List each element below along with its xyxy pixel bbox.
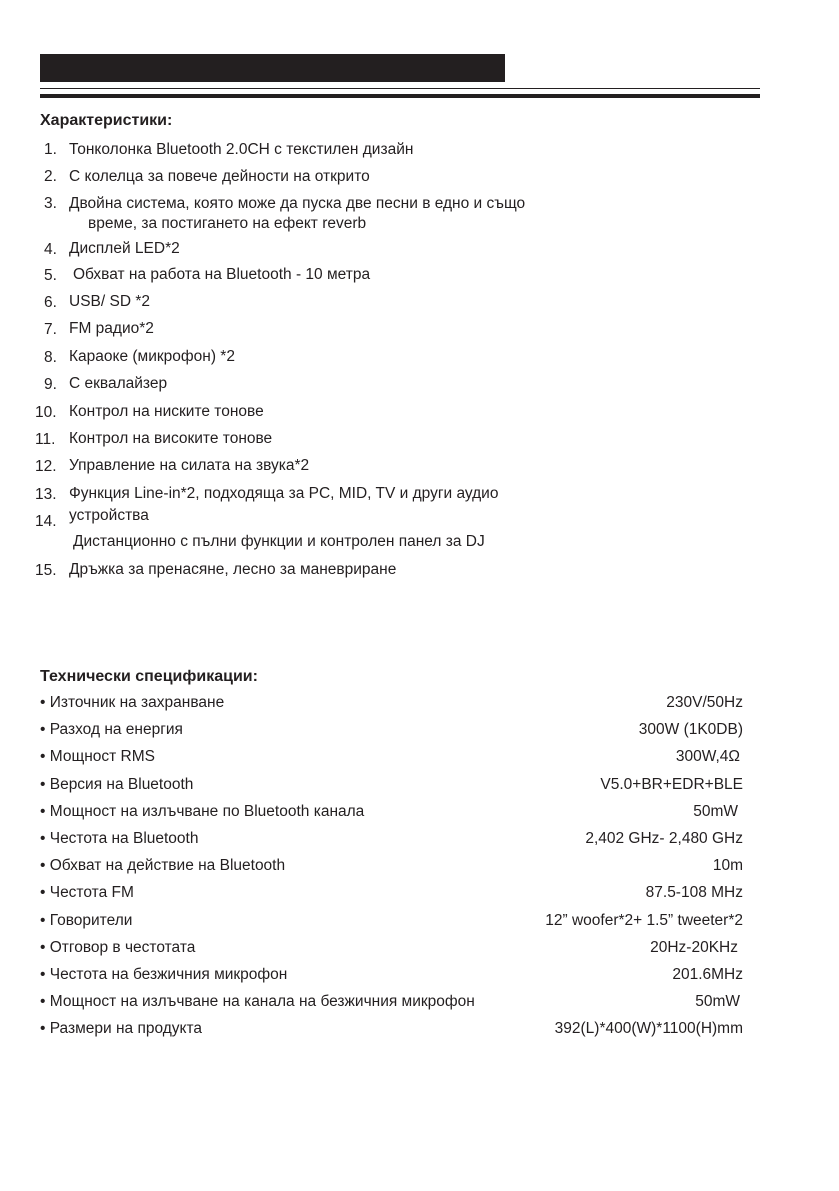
spec-label: • Версия на Bluetooth	[40, 775, 194, 793]
feature-text: Тонколонка Bluetooth 2.0CH с текстилен дизайн	[69, 141, 414, 158]
specs-title: Технически спецификации:	[40, 668, 258, 685]
feature-number: 9.	[44, 376, 57, 393]
spec-label: • Обхват на действие на Bluetooth	[40, 857, 286, 875]
divider-thick	[40, 94, 760, 98]
feature-number: 10.	[35, 404, 57, 421]
spec-value: 230V/50Hz	[666, 694, 743, 711]
feature-text: Дистанционно с пълни функции и контролен панел за DJ	[73, 533, 485, 550]
divider-thin	[40, 88, 760, 89]
feature-number: 13.	[35, 486, 57, 503]
spec-value: 50mW	[695, 993, 740, 1011]
feature-text: USB/ SD *2	[69, 293, 150, 310]
feature-text: Дръжка за пренасяне, лесно за маневриране	[69, 561, 397, 578]
feature-number: 3.	[44, 195, 57, 212]
feature-number: 12.	[35, 458, 57, 475]
spec-label: • Мощност на излъчване по Bluetooth канала	[40, 802, 365, 820]
feature-text: Управление на силата на звука*2	[69, 457, 310, 474]
spec-value: 12” woofer*2+ 1.5” tweeter*2	[545, 911, 743, 929]
feature-number: 7.	[44, 321, 57, 338]
spec-label: • Честота на Bluetooth	[40, 830, 199, 847]
spec-value: 300W (1K0DB)	[638, 721, 743, 739]
spec-label: • Отговор в честотата	[40, 938, 196, 956]
feature-text: Караоке (микрофон) *2	[69, 348, 235, 365]
spec-value: 10m	[712, 857, 743, 875]
feature-text-cont: устройства	[69, 507, 149, 524]
spec-label: • Размери на продукта	[40, 1020, 203, 1038]
features-title: Характеристики:	[40, 112, 173, 129]
spec-value: V5.0+BR+EDR+BLE	[600, 775, 743, 793]
feature-number: 1.	[44, 141, 57, 158]
spec-value: 392(L)*400(W)*1100(H)mm	[554, 1020, 743, 1038]
spec-value: 20Hz-20KHz	[650, 938, 738, 956]
feature-text: С колелца за повече дейности на открито	[69, 168, 370, 185]
feature-number: 11.	[35, 431, 56, 448]
feature-text: Двойна система, която може да пуска две песни в едно и също	[69, 195, 526, 212]
spec-label: • Мощност RMS	[40, 748, 155, 766]
feature-text: Обхват на работа на Bluetooth - 10 метра	[73, 266, 371, 283]
feature-number: 14.	[35, 513, 57, 530]
spec-value: 50mW	[693, 802, 738, 820]
header-bar	[40, 54, 505, 82]
spec-label: • Честота FM	[40, 884, 134, 902]
feature-number: 8.	[44, 349, 57, 366]
spec-label: • Честота на безжичния микрофон	[40, 966, 288, 983]
spec-label: • Разход на енергия	[40, 721, 183, 739]
feature-text-cont: време, за постигането на ефект reverb	[88, 215, 367, 232]
feature-text: Функция Line-in*2, подходяща за PC, MID, TV и други аудио	[69, 485, 499, 502]
spec-label: • Източник на захранване	[40, 694, 225, 711]
feature-number: 5.	[44, 267, 57, 284]
feature-text: FM радио*2	[69, 320, 154, 337]
feature-text: Контрол на ниските тонове	[69, 403, 264, 420]
spec-value: 300W,4Ω	[675, 748, 740, 766]
spec-value: 2,402 GHz- 2,480 GHz	[585, 830, 743, 847]
spec-value: 201.6MHz	[672, 966, 743, 983]
spec-label: • Говорители	[40, 911, 133, 929]
feature-number: 15.	[35, 562, 57, 579]
feature-text: Дисплей LED*2	[69, 240, 180, 257]
feature-text: Контрол на високите тонове	[69, 430, 273, 447]
feature-number: 2.	[44, 168, 57, 185]
feature-number: 4.	[44, 241, 57, 258]
feature-number: 6.	[44, 294, 57, 311]
spec-value: 87.5-108 MHz	[645, 884, 743, 902]
feature-text: С еквалайзер	[69, 375, 168, 392]
spec-label: • Мощност на излъчване на канала на безжичния микрофон	[40, 993, 475, 1011]
